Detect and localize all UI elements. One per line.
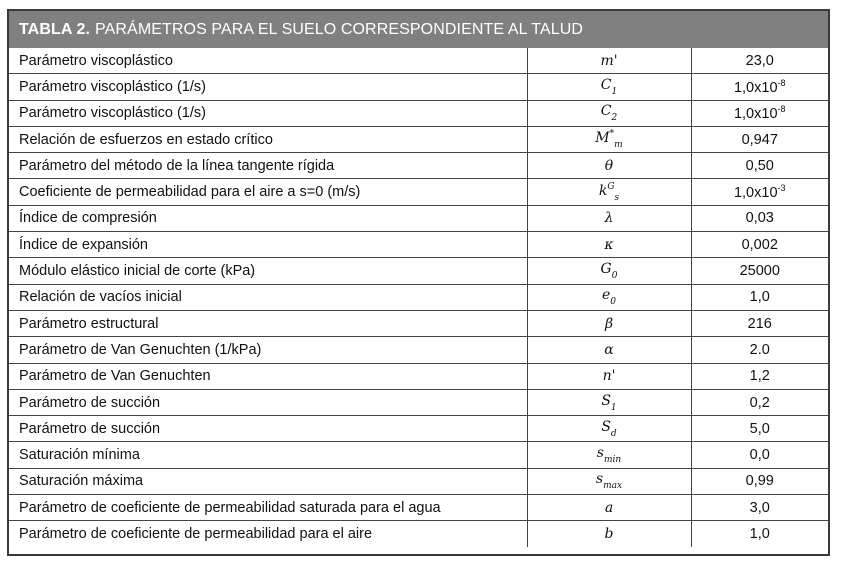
symbol-cell: [527, 337, 691, 363]
symbol-cell: [527, 495, 691, 521]
symbol-base: θ: [604, 157, 614, 174]
table-row: [9, 442, 828, 468]
parameter-name-cell: Parámetro viscoplástico: [9, 48, 527, 74]
parameter-name-cell: Parámetro de Van Genuchten (1/kPa): [9, 337, 527, 363]
parameter-name-cell: Parámetro estructural: [9, 310, 527, 336]
symbol-cell: [527, 126, 691, 152]
value-text: 0,002: [741, 236, 778, 253]
symbol-text: [601, 77, 617, 97]
symbol-cell: [527, 100, 691, 126]
value-cell: [691, 74, 828, 100]
symbol-subscript: m: [614, 140, 623, 151]
table-row: [9, 310, 828, 336]
symbol-subscript: max: [603, 481, 623, 492]
symbol-cell: [527, 153, 691, 179]
symbol-base: κ: [604, 236, 614, 253]
symbol-subscript: min: [603, 455, 622, 466]
symbol-base: λ: [604, 210, 614, 227]
parameters-table: [9, 48, 828, 547]
parameter-name-cell: Relación de esfuerzos en estado crítico: [9, 126, 527, 152]
value-cell: [691, 468, 828, 494]
table-row: [9, 74, 828, 100]
symbol-text: [605, 210, 614, 226]
value-cell: [691, 126, 828, 152]
symbol-subscript: d: [610, 428, 617, 439]
table-row: [9, 389, 828, 415]
symbol-text: [601, 261, 618, 281]
symbol-text: [604, 237, 613, 253]
table-row: [9, 521, 828, 547]
parameter-name-cell: Relación de vacíos inicial: [9, 284, 527, 310]
symbol-base: S: [601, 418, 611, 435]
value-text: 0,99: [745, 473, 774, 490]
symbol-text: [605, 500, 613, 516]
symbol-base: a: [604, 499, 614, 516]
value-text: 0,947: [741, 131, 778, 148]
value-cell: [691, 258, 828, 284]
parameter-name-cell: Parámetro de coeficiente de permeabilidad para el aire: [9, 521, 527, 547]
symbol-base: s: [596, 445, 604, 462]
parameter-name-cell: Saturación mínima: [9, 442, 527, 468]
symbol-cell: [527, 179, 691, 205]
symbol-base: β: [604, 315, 614, 332]
symbol-cell: [527, 442, 691, 468]
symbol-text: [596, 471, 622, 491]
parameter-name-cell: Parámetro viscoplástico (1/s): [9, 74, 527, 100]
symbol-base: M: [595, 130, 610, 147]
table-row: [9, 284, 828, 310]
parameter-name-cell: Índice de expansión: [9, 232, 527, 258]
table-row: [9, 495, 828, 521]
value-exponent: -3: [777, 183, 786, 194]
symbol-cell: [527, 363, 691, 389]
symbol-base: S: [601, 392, 611, 409]
parameter-name-cell: Parámetro de succión: [9, 416, 527, 442]
table-row: [9, 48, 828, 74]
value-text: 0,50: [745, 157, 774, 174]
symbol-cell: [527, 284, 691, 310]
value-cell: [691, 495, 828, 521]
table-row: [9, 153, 828, 179]
symbol-base: e: [601, 287, 611, 304]
symbol-text: [601, 419, 616, 439]
symbol-base: C: [600, 103, 612, 120]
symbol-cell: [527, 258, 691, 284]
symbol-cell: [527, 389, 691, 415]
value-cell: [691, 310, 828, 336]
table-frame: [7, 9, 830, 556]
value-text: 216: [747, 315, 772, 332]
value-exponent: -8: [777, 104, 786, 115]
table-row: [9, 100, 828, 126]
symbol-subscript: 1: [611, 86, 618, 97]
table-row: [9, 416, 828, 442]
symbol-cell: [527, 468, 691, 494]
symbol-base: s: [595, 471, 604, 488]
symbol-text: [601, 393, 616, 413]
value-text: 0,0: [749, 447, 770, 464]
table-row: [9, 232, 828, 258]
table-row: [9, 337, 828, 363]
table-row: [9, 126, 828, 152]
symbol-superscript: *: [609, 129, 615, 140]
parameter-name-cell: Índice de compresión: [9, 205, 527, 231]
value-cell: [691, 100, 828, 126]
symbol-text: [601, 103, 617, 123]
value-cell: [691, 205, 828, 231]
symbol-cell: [527, 205, 691, 231]
parameter-name-cell: Parámetro de succión: [9, 389, 527, 415]
value-cell: [691, 521, 828, 547]
parameter-name-cell: Parámetro de Van Genuchten: [9, 363, 527, 389]
symbol-base: m': [600, 52, 618, 69]
symbol-text: [597, 445, 621, 465]
parameter-name-cell: Coeficiente de permeabilidad para el aire a s=0 (m/s): [9, 179, 527, 205]
parameters-table-body: [9, 48, 828, 547]
symbol-text: [600, 53, 617, 69]
parameter-name-cell: Parámetro de coeficiente de permeabilidad saturada para el agua: [9, 495, 527, 521]
symbol-text: [605, 316, 613, 332]
value-cell: [691, 48, 828, 74]
value-text: 0,03: [745, 210, 774, 227]
symbol-subscript: 1: [610, 402, 617, 413]
value-text: 1,0x10: [733, 106, 778, 123]
symbol-text: [605, 158, 613, 174]
symbol-text: [604, 342, 613, 358]
symbol-base: C: [600, 76, 612, 93]
value-cell: [691, 416, 828, 442]
value-cell: [691, 337, 828, 363]
value-exponent: -8: [777, 77, 786, 88]
parameter-name-cell: Módulo elástico inicial de corte (kPa): [9, 258, 527, 284]
symbol-cell: [527, 416, 691, 442]
value-cell: [691, 363, 828, 389]
parameter-name-cell: Saturación máxima: [9, 468, 527, 494]
value-cell: [691, 442, 828, 468]
symbol-text: [599, 182, 619, 203]
value-cell: [691, 179, 828, 205]
symbol-base: k: [598, 182, 608, 199]
value-text: 1,0x10: [733, 185, 778, 202]
symbol-base: α: [604, 341, 614, 358]
symbol-subscript: 0: [610, 297, 617, 308]
symbol-subscript: 0: [611, 271, 618, 282]
symbol-cell: [527, 232, 691, 258]
symbol-base: n': [602, 368, 616, 385]
symbol-cell: [527, 521, 691, 547]
table-title-text: PARÁMETROS PARA EL SUELO CORRESPONDIENTE AL TALUD: [95, 20, 584, 38]
symbol-text: [595, 129, 622, 150]
table-row: [9, 205, 828, 231]
value-text: 5,0: [749, 420, 770, 437]
value-text: 0,2: [749, 394, 770, 411]
value-cell: [691, 153, 828, 179]
table-row: [9, 468, 828, 494]
value-text: 2.0: [749, 341, 770, 358]
symbol-text: [602, 287, 616, 307]
table-row: [9, 179, 828, 205]
symbol-text: [603, 368, 616, 384]
parameter-name-cell: Parámetro viscoplástico (1/s): [9, 100, 527, 126]
value-text: 1,0: [749, 289, 770, 306]
value-text: 3,0: [749, 499, 770, 516]
symbol-base: G: [600, 261, 612, 278]
value-text: 1,0x10: [733, 79, 778, 96]
parameter-name-cell: Parámetro del método de la línea tangente rígida: [9, 153, 527, 179]
value-text: 23,0: [745, 52, 774, 69]
symbol-subscript: s: [614, 192, 620, 203]
value-cell: [691, 232, 828, 258]
symbol-base: b: [604, 525, 614, 542]
symbol-text: [605, 526, 614, 542]
table-title-number: TABLA 2.: [19, 20, 91, 38]
symbol-cell: [527, 48, 691, 74]
value-text: 1,0: [749, 525, 770, 542]
value-text: 1,2: [749, 368, 770, 385]
symbol-cell: [527, 74, 691, 100]
symbol-subscript: 2: [611, 113, 618, 124]
table-title: [9, 11, 828, 48]
table-row: [9, 258, 828, 284]
value-text: 25000: [739, 263, 780, 280]
value-cell: [691, 389, 828, 415]
symbol-superscript: G: [607, 181, 615, 192]
table-row: [9, 363, 828, 389]
symbol-cell: [527, 310, 691, 336]
value-cell: [691, 284, 828, 310]
